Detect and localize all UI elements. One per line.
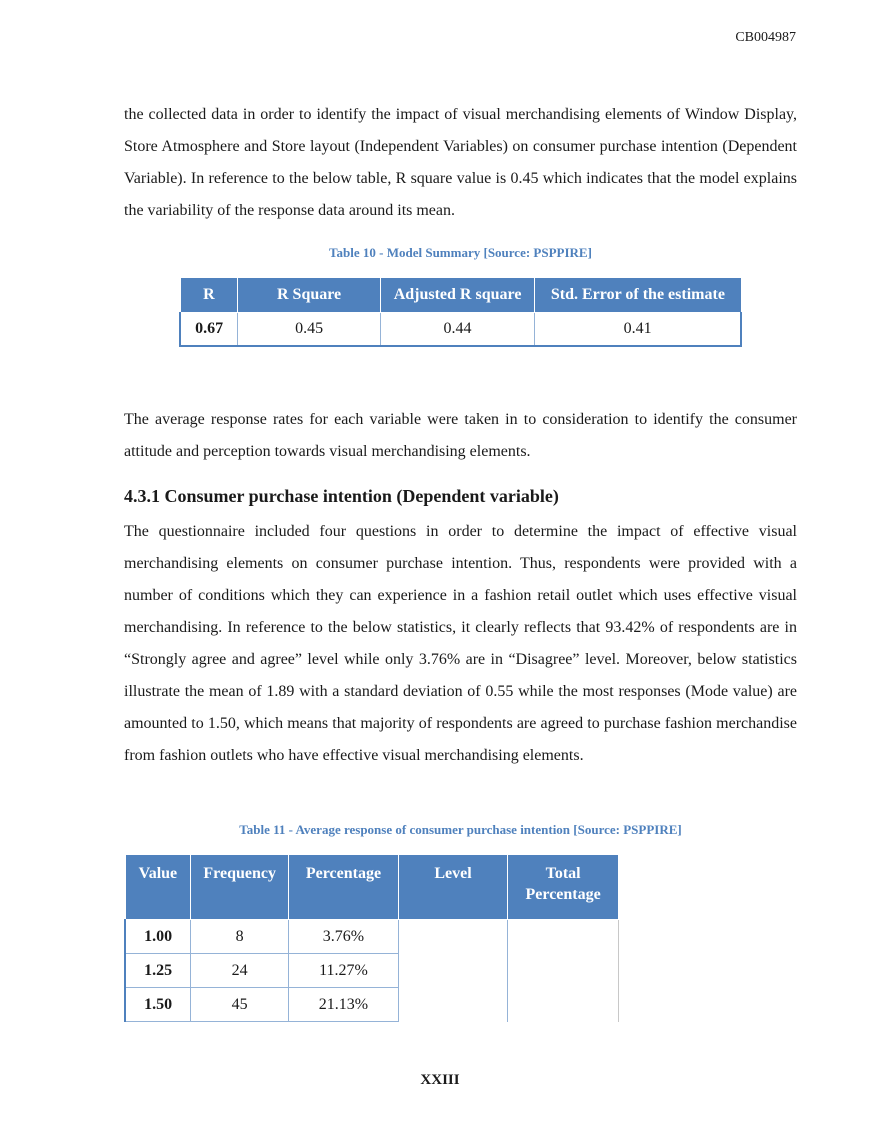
column-header: Adjusted R square — [380, 278, 534, 313]
table11-caption: Table 11 - Average response of consumer purchase intention [Source: PSPPIRE] — [239, 822, 682, 837]
column-header: Value — [125, 855, 191, 920]
table-header-row — [180, 278, 741, 313]
table-cell: 0.67 — [180, 313, 238, 347]
table-cell: 45 — [191, 988, 289, 1022]
column-header: Level — [398, 855, 507, 920]
column-header: Frequency — [191, 855, 289, 920]
table-row — [125, 920, 619, 954]
table-cell: 11.27% — [289, 954, 399, 988]
paragraph-average-response: The average response rates for each variable were taken in to consideration to identify the consumer attitude and perception towards visual merchandising elements. — [124, 411, 797, 460]
paragraph-model-intro: the collected data in order to identify the impact of visual merchandising elements of Window Display, Store Atmosphere and Store layout (Independent Variables) on consumer purchase intention (Dependent Variable). In reference to the below table, R square value is 0.45 which indicates that the model explains the variability of the response data around its mean. — [124, 106, 797, 219]
section-heading: 4.3.1 Consumer purchase intention (Dependent variable) — [124, 486, 559, 506]
purchase-intention-table — [124, 854, 619, 1022]
table-cell: 21.13% — [289, 988, 399, 1022]
table-cell: 1.00 — [125, 920, 191, 954]
table-cell: 8 — [191, 920, 289, 954]
table-cell: 0.44 — [380, 313, 534, 347]
column-header: R Square — [238, 278, 380, 313]
model-summary-table — [179, 277, 742, 347]
paragraph-purchase-intention: The questionnaire included four questions in order to determine the impact of effective visual merchandising elements on consumer purchase intention. Thus, respondents were provided with a number of conditions which they can experience in a fashion retail outlet which uses effective visual merchandising. In reference to the below statistics, it clearly reflects that 93.42% of respondents are in “Strongly agree and agree” level while only 3.76% are in “Disagree” level. Moreover, below statistics illustrate the mean of 1.89 with a standard deviation of 0.55 while the most responses (Mode value) are amounted to 1.50, which means that majority of respondents are agreed to purchase fashion merchandise from fashion outlets who have effective visual merchandising elements. — [124, 523, 797, 764]
table-header-row — [125, 855, 619, 920]
table-cell: 24 — [191, 954, 289, 988]
table10-caption: Table 10 - Model Summary [Source: PSPPIRE] — [329, 245, 592, 260]
column-header: Std. Error of the estimate — [535, 278, 741, 313]
table-cell: 1.50 — [125, 988, 191, 1022]
column-header: Total Percentage — [508, 855, 619, 920]
table-cell: 0.41 — [535, 313, 741, 347]
page-number: XXIII — [420, 1072, 460, 1088]
total-percentage-cell — [508, 920, 619, 1022]
level-cell — [398, 920, 507, 1022]
table-cell: 3.76% — [289, 920, 399, 954]
column-header: R — [180, 278, 238, 313]
column-header: Percentage — [289, 855, 399, 920]
document-id: CB004987 — [735, 30, 796, 45]
table-cell: 1.25 — [125, 954, 191, 988]
table-row — [180, 313, 741, 347]
table-cell: 0.45 — [238, 313, 380, 347]
